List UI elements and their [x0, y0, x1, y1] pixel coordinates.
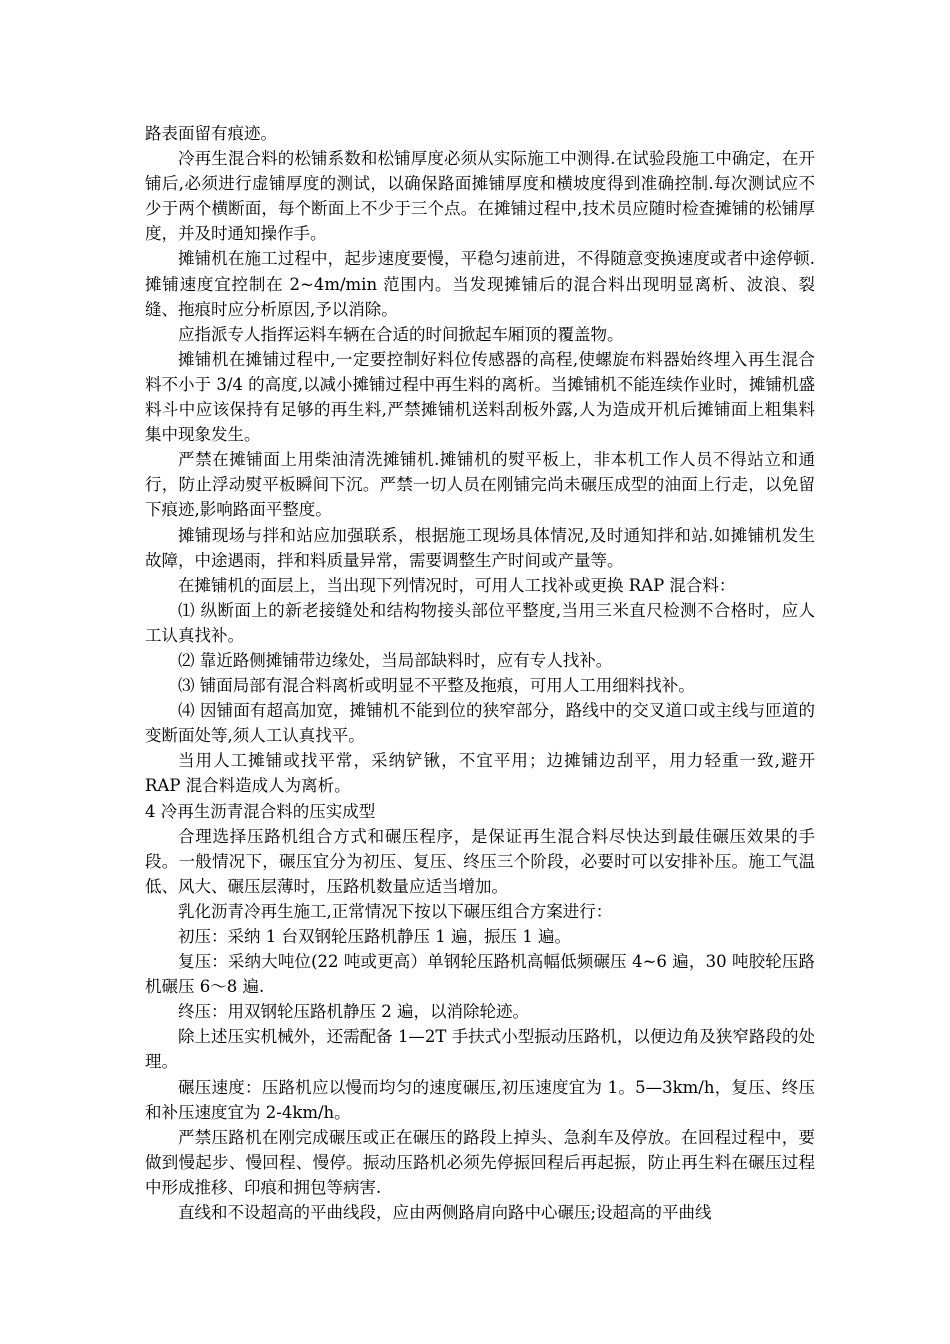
section-heading: 4 冷再生沥青混合料的压实成型	[145, 801, 376, 821]
paragraph: 在摊铺机的面层上，当出现下列情况时，可用人工找补或更换 RAP 混合料：	[178, 575, 736, 595]
list-item: ⑷ 因铺面有超高加宽，摊铺机不能到位的狭窄部分，路线中的交叉道口或主线与匝道的变断面处等,须人工认真找平。	[145, 701, 815, 746]
paragraph: 复压：采纳大吨位(22 吨或更高）单钢轮压路机高幅低频碾压 4~6 遍，30 吨胶轮压路机碾压 6～8 遍.	[145, 952, 815, 997]
document-body	[145, 121, 815, 1225]
paragraph: 严禁压路机在刚完成碾压或正在碾压的路段上掉头、急刹车及停放。在回程过程中，要做到慢起步、慢回程、慢停。振动压路机必须先停振回程后再起振，防止再生料在碾压过程中形成推移、印痕和拥包等病害.	[145, 1127, 815, 1197]
paragraph: 严禁在摊铺面上用柴油清洗摊铺机.摊铺机的熨平板上，非本机工作人员不得站立和通行，防止浮动熨平板瞬间下沉。严禁一切人员在刚铺完尚未碾压成型的油面上行走，以免留下痕迹,影响路面平整度。	[145, 450, 815, 520]
paragraph: 摊铺机在摊铺过程中,一定要控制好料位传感器的高程,使螺旋布料器始终埋入再生混合料不小于 3/4 的高度,以减小摊铺过程中再生料的离析。当摊铺机不能连续作业时，摊铺机盛料斗中应该保持有足够的再生料,严禁摊铺机送料刮板外露,人为造成开机后摊铺面上粗集料集中现象发生。	[145, 349, 815, 445]
paragraph: 当用人工摊铺或找平常，采纳铲锹，不宜平用；边摊铺边刮平，用力轻重一致,避开 RAP 混合料造成人为离析。	[145, 751, 815, 796]
list-item: ⑴ 纵断面上的新老接缝处和结构物接头部位平整度,当用三米直尺检测不合格时，应人工认真找补。	[145, 600, 815, 645]
paragraph: 乳化沥青冷再生施工,正常情况下按以下碾压组合方案进行：	[178, 901, 613, 921]
paragraph: 合理选择压路机组合方式和碾压程序，是保证再生混合料尽快达到最佳碾压效果的手段。一般情况下，碾压宜分为初压、复压、终压三个阶段，必要时可以安排补压。施工气温低、风大、碾压层薄时，压路机数量应适当增加。	[145, 826, 815, 896]
paragraph: 冷再生混合料的松铺系数和松铺厚度必须从实际施工中测得.在试验段施工中确定，在开铺后,必须进行虚铺厚度的测试，以确保路面摊铺厚度和横坡度得到准确控制.每次测试应不少于两个横断面，每个断面上不少于三个点。在摊铺过程中,技术员应随时检查摊铺的松铺厚度，并及时通知操作手。	[145, 149, 815, 244]
list-item: ⑵ 靠近路侧摊铺带边缘处，当局部缺料时，应有专人找补。	[178, 650, 613, 670]
paragraph: 终压：用双钢轮压路机静压 2 遍，以消除轮迹。	[178, 1002, 529, 1022]
list-item: ⑶ 铺面局部有混合料离析或明显不平整及拖痕，可用人工用细料找补。	[178, 676, 695, 696]
paragraph: 摊铺现场与拌和站应加强联系，根据施工现场具体情况,及时通知拌和站.如摊铺机发生故障，中途遇雨，拌和料质量异常，需要调整生产时间或产量等。	[145, 525, 815, 570]
paragraph: 直线和不设超高的平曲线段，应由两侧路肩向路中心碾压;设超高的平曲线	[178, 1203, 712, 1223]
paragraph-continuation: 路表面留有痕迹。	[145, 124, 277, 143]
paragraph: 摊铺机在施工过程中，起步速度要慢，平稳匀速前进，不得随意变换速度或者中途停顿.摊铺速度宜控制在 2~4m/min 范围内。当发现摊铺后的混合料出现明显离析、波浪、裂缝、拖痕时应分析原因,予以消除。	[145, 249, 815, 319]
paragraph: 应指派专人指挥运料车辆在合适的时间掀起车厢顶的覆盖物。	[178, 324, 624, 344]
paragraph: 初压：采纳 1 台双钢轮压路机静压 1 遍，振压 1 遍。	[178, 927, 571, 946]
paragraph: 碾压速度：压路机应以慢而均匀的速度碾压,初压速度宜为 1。5—3km/h，复压、终压和补压速度宜为 2-4km/h。	[145, 1077, 815, 1122]
paragraph: 除上述压实机械外，还需配备 1—2T 手扶式小型振动压路机，以便边角及狭窄路段的处理。	[145, 1027, 815, 1072]
